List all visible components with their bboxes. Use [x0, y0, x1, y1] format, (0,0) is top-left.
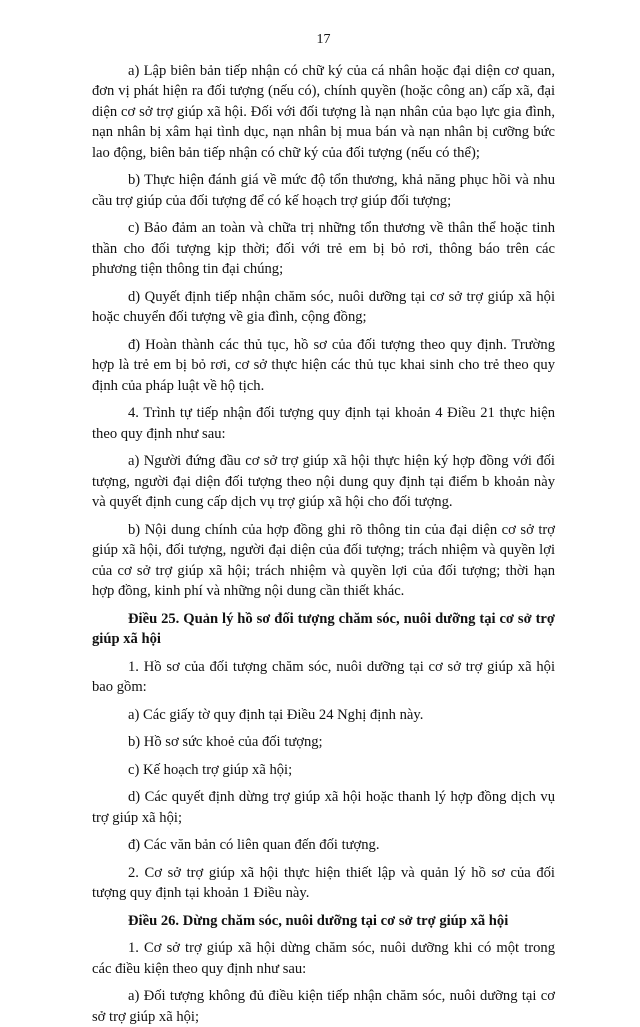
- page-number: 17: [316, 32, 331, 47]
- paragraph-clause-4: 4. Trình tự tiếp nhận đối tượng quy định tại khoản 4 Điều 21 thực hiện theo quy định như sau:: [92, 405, 555, 442]
- article-26-heading: Điều 26. Dừng chăm sóc, nuôi dưỡng tại cơ sở trợ giúp xã hội: [128, 912, 509, 929]
- paragraph-art25-clause-1: 1. Hồ sơ của đối tượng chăm sóc, nuôi dưỡng tại cơ sở trợ giúp xã hội bao gồm:: [92, 658, 555, 695]
- paragraph-1a-receipt-record: a) Lập biên bản tiếp nhận có chữ ký của cá nhân hoặc đại diện cơ quan, đơn vị phát hiện ra đối tượng (nếu có), chính quyền (hoặc công an) cấp xã, đại diện cơ sở trợ giúp xã hội. Đối với đối tượng là nạn nhân của bạo lực gia đình, nạn nhân bị xâm hại tình dục, nạn nhân bị mua bán và nạn nhân bị cưỡng bức lao động, biên bản tiếp nhận có chữ ký của đối tượng (nếu có thể);: [92, 62, 555, 161]
- paragraph-1c-safety: c) Bảo đảm an toàn và chữa trị những tổn thương về thân thể hoặc tinh thần cho đối tượng kịp thời; đối với trẻ em bị bỏ rơi, thông báo trên các phương tiện thông tin đại chúng;: [92, 220, 555, 277]
- paragraph-art25-c: c) Kế hoạch trợ giúp xã hội;: [128, 761, 293, 778]
- paragraph-art25-d: d) Các quyết định dừng trợ giúp xã hội hoặc thanh lý hợp đồng dịch vụ trợ giúp xã hội;: [92, 789, 555, 826]
- paragraph-art25-dd: đ) Các văn bản có liên quan đến đối tượng.: [128, 837, 380, 853]
- paragraph-1b-assessment: b) Thực hiện đánh giá về mức độ tổn thương, khả năng phục hồi và nhu cầu trợ giúp của đối tượng để có kế hoạch trợ giúp đối tượng;: [92, 172, 555, 209]
- article-25-heading: Điều 25. Quản lý hồ sơ đối tượng chăm sóc, nuôi dưỡng tại cơ sở trợ giúp xã hội: [92, 610, 555, 647]
- paragraph-1dd-procedures: đ) Hoàn thành các thủ tục, hồ sơ của đối tượng theo quy định. Trường hợp là trẻ em bị bỏ rơi, cơ sở thực hiện các thủ tục khai sinh cho trẻ theo quy định của pháp luật về hộ tịch.: [92, 336, 555, 394]
- paragraph-art26-clause-1: 1. Cơ sở trợ giúp xã hội dừng chăm sóc, nuôi dưỡng khi có một trong các điều kiện theo quy định như sau:: [92, 940, 555, 977]
- paragraph-art26-a: a) Đối tượng không đủ điều kiện tiếp nhận chăm sóc, nuôi dưỡng tại cơ sở trợ giúp xã hội;: [92, 988, 555, 1025]
- paragraph-art25-a: a) Các giấy tờ quy định tại Điều 24 Nghị định này.: [128, 706, 424, 723]
- paragraph-art25-b: b) Hồ sơ sức khoẻ của đối tượng;: [128, 734, 323, 750]
- paragraph-4a-contract: a) Người đứng đầu cơ sở trợ giúp xã hội thực hiện ký hợp đồng với đối tượng, người đại diện đối tượng theo nội dung quy định tại điểm b khoản này và quyết định cung cấp dịch vụ trợ giúp xã hội cho đối tượng.: [92, 453, 555, 510]
- paragraph-art25-clause-2: 2. Cơ sở trợ giúp xã hội thực hiện thiết lập và quản lý hồ sơ của đối tượng quy định tại khoản 1 Điều này.: [92, 864, 555, 901]
- paragraph-1d-decision: d) Quyết định tiếp nhận chăm sóc, nuôi dưỡng tại cơ sở trợ giúp xã hội hoặc chuyển đối tượng về gia đình, cộng đồng;: [92, 288, 555, 325]
- paragraph-4b-contract-content: b) Nội dung chính của hợp đồng ghi rõ thông tin của đại diện cơ sở trợ giúp xã hội, đối tượng, người đại diện của đối tượng; trách nhiệm và quyền lợi của cơ sở trợ giúp xã hội; trách nhiệm và quyền lợi của đối tượng; thời hạn hợp đồng, kinh phí và những nội dung cần thiết khác.: [92, 521, 555, 599]
